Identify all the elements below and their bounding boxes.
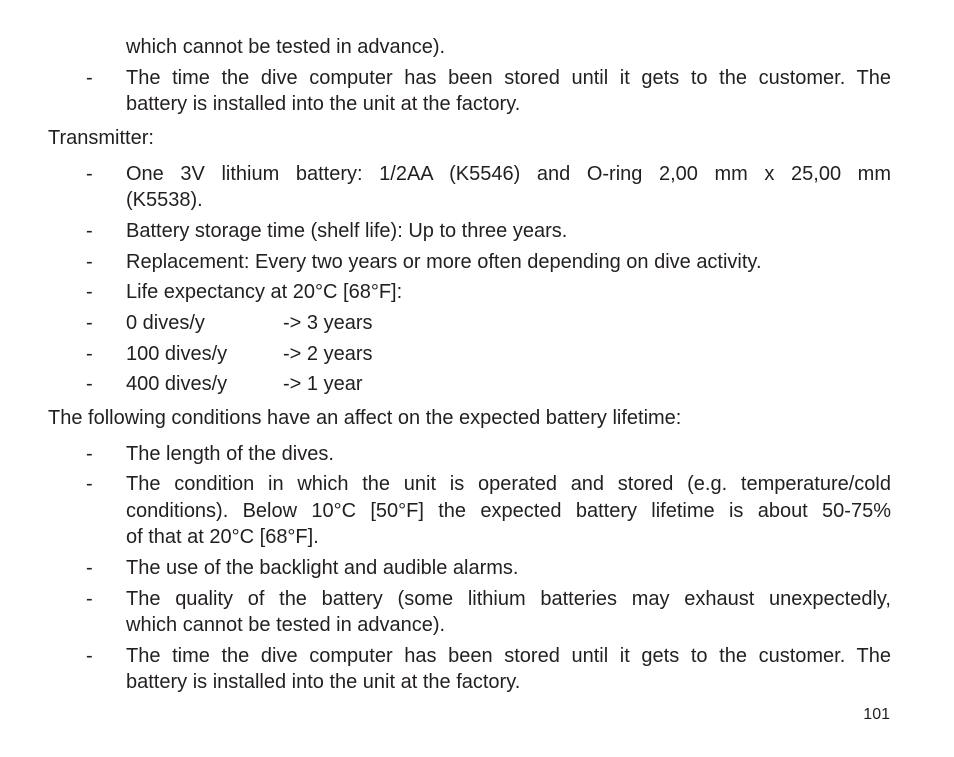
list-item-years: -> 3 years bbox=[283, 312, 373, 334]
list-item-quality-line1: The quality of the battery (some lithium batteries may exhaust unexpectedly, bbox=[126, 588, 891, 610]
bullet-dash: - bbox=[86, 281, 93, 303]
bullet-dash: - bbox=[86, 251, 93, 273]
list-item-years: -> 2 years bbox=[283, 343, 373, 365]
list-item-operation-line1: The condition in which the unit is operated and stored (e.g. temperature/cold bbox=[126, 473, 891, 495]
bullet-dash: - bbox=[86, 343, 93, 365]
list-item-storage-line1: The time the dive computer has been stored until it gets to the customer. The bbox=[126, 67, 891, 89]
list-item-quality-line2: which cannot be tested in advance). bbox=[126, 614, 446, 636]
list-item-dives: 100 dives/y bbox=[126, 343, 228, 365]
bullet-dash: - bbox=[86, 312, 93, 334]
bullet-dash: - bbox=[86, 645, 93, 667]
list-item-backlight: The use of the backlight and audible alarms. bbox=[126, 557, 519, 579]
bullet-dash: - bbox=[86, 373, 93, 395]
list-item-storage-line1: The time the dive computer has been stored until it gets to the customer. The bbox=[126, 645, 891, 667]
list-item-battery-line2: (K5538). bbox=[126, 189, 203, 211]
bullet-dash: - bbox=[86, 588, 93, 610]
transmitter-heading: Transmitter: bbox=[48, 127, 154, 149]
continuation-line: which cannot be tested in advance). bbox=[126, 36, 446, 58]
list-item-battery-line1: One 3V lithium battery: 1/2AA (K5546) and O-ring 2,00 mm x 25,00 mm bbox=[126, 163, 891, 185]
bullet-dash: - bbox=[86, 163, 93, 185]
list-item-shelf-life: Battery storage time (shelf life): Up to three years. bbox=[126, 220, 568, 242]
list-item-dives: 0 dives/y bbox=[126, 312, 205, 334]
bullet-dash: - bbox=[86, 473, 93, 495]
list-item-life-expectancy: Life expectancy at 20°C [68°F]: bbox=[126, 281, 403, 303]
page-number: 101 bbox=[863, 706, 890, 723]
list-item-operation-line2: conditions). Below 10°C [50°F] the expected battery lifetime is about 50-75% bbox=[126, 500, 891, 522]
list-item-years: -> 1 year bbox=[283, 373, 363, 395]
list-item-length: The length of the dives. bbox=[126, 443, 334, 465]
list-item-replacement: Replacement: Every two years or more often depending on dive activity. bbox=[126, 251, 762, 273]
list-item-storage-line2: battery is installed into the unit at the factory. bbox=[126, 93, 521, 115]
bullet-dash: - bbox=[86, 220, 93, 242]
bullet-dash: - bbox=[86, 557, 93, 579]
conditions-heading: The following conditions have an affect on the expected battery lifetime: bbox=[48, 407, 682, 429]
bullet-dash: - bbox=[86, 443, 93, 465]
list-item-storage-line2: battery is installed into the unit at the factory. bbox=[126, 671, 521, 693]
list-item-dives: 400 dives/y bbox=[126, 373, 228, 395]
list-item-operation-line3: of that at 20°C [68°F]. bbox=[126, 526, 319, 548]
bullet-dash: - bbox=[86, 67, 93, 89]
